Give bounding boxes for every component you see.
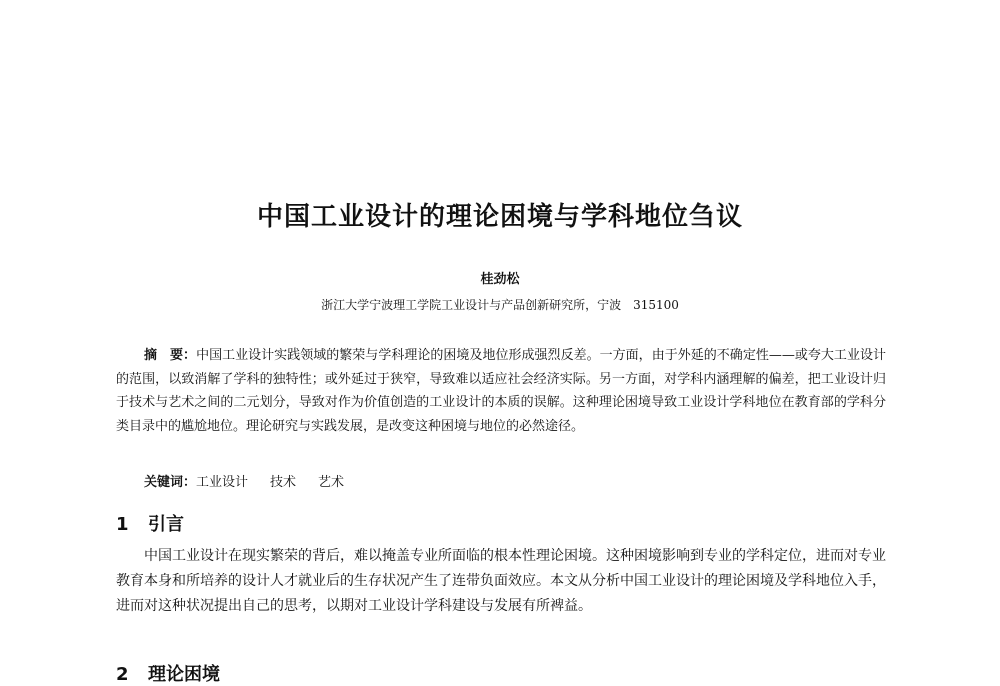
author-affiliation: 浙江大学宁波理工学院工业设计与产品创新研究所，宁波 315100 bbox=[321, 298, 679, 312]
abstract-text: 中国工业设计实践领域的繁荣与学科理论的困境及地位形成强烈反差。一方面，由于外延的不确定性——或夸大工业设计的范围，以致消解了学科的独特性；或外延过于狭窄，导致难以适应社会经济实际。另一方面，对学科内涵理解的偏差，把工业设计归于技术与艺术之间的二元划分，导致对作为价值创造的工业设计的本质的误解。这种理论困境导致工业设计学科地位在教育部的学科分类目录中的尴尬地位。理论研究与实践发展，是改变这种困境与地位的必然途径。 bbox=[116, 348, 886, 434]
section-heading-introduction bbox=[116, 510, 184, 536]
abstract bbox=[116, 344, 886, 438]
keyword-item: 工业设计 bbox=[196, 475, 249, 490]
abstract-label: 摘 要： bbox=[144, 348, 197, 363]
keyword-item: 技术 bbox=[270, 475, 297, 490]
paper-title: 中国工业设计的理论困境与学科地位刍议 bbox=[256, 202, 743, 232]
keywords bbox=[144, 471, 884, 490]
keyword-item: 艺术 bbox=[318, 475, 345, 490]
section-heading-theory-dilemma bbox=[116, 660, 220, 686]
section-number: 2 bbox=[116, 664, 129, 685]
section-title: 引言 bbox=[148, 514, 184, 535]
author-name: 桂劲松 bbox=[480, 272, 520, 287]
introduction-paragraph: 中国工业设计在现实繁荣的背后，难以掩盖专业所面临的根本性理论困境。这种困境影响到专业的学科定位，进而对专业教育本身和所培养的设计人才就业后的生存状况产生了连带负面效应。本文从分析中国工业设计的理论困境及学科地位入手，进而对这种状况提出自己的思考，以期对工业设计学科建设与发展有所裨益。 bbox=[116, 548, 886, 614]
section-title: 理论困境 bbox=[148, 664, 220, 685]
section-number: 1 bbox=[116, 514, 129, 535]
keywords-label: 关键词： bbox=[144, 475, 197, 490]
